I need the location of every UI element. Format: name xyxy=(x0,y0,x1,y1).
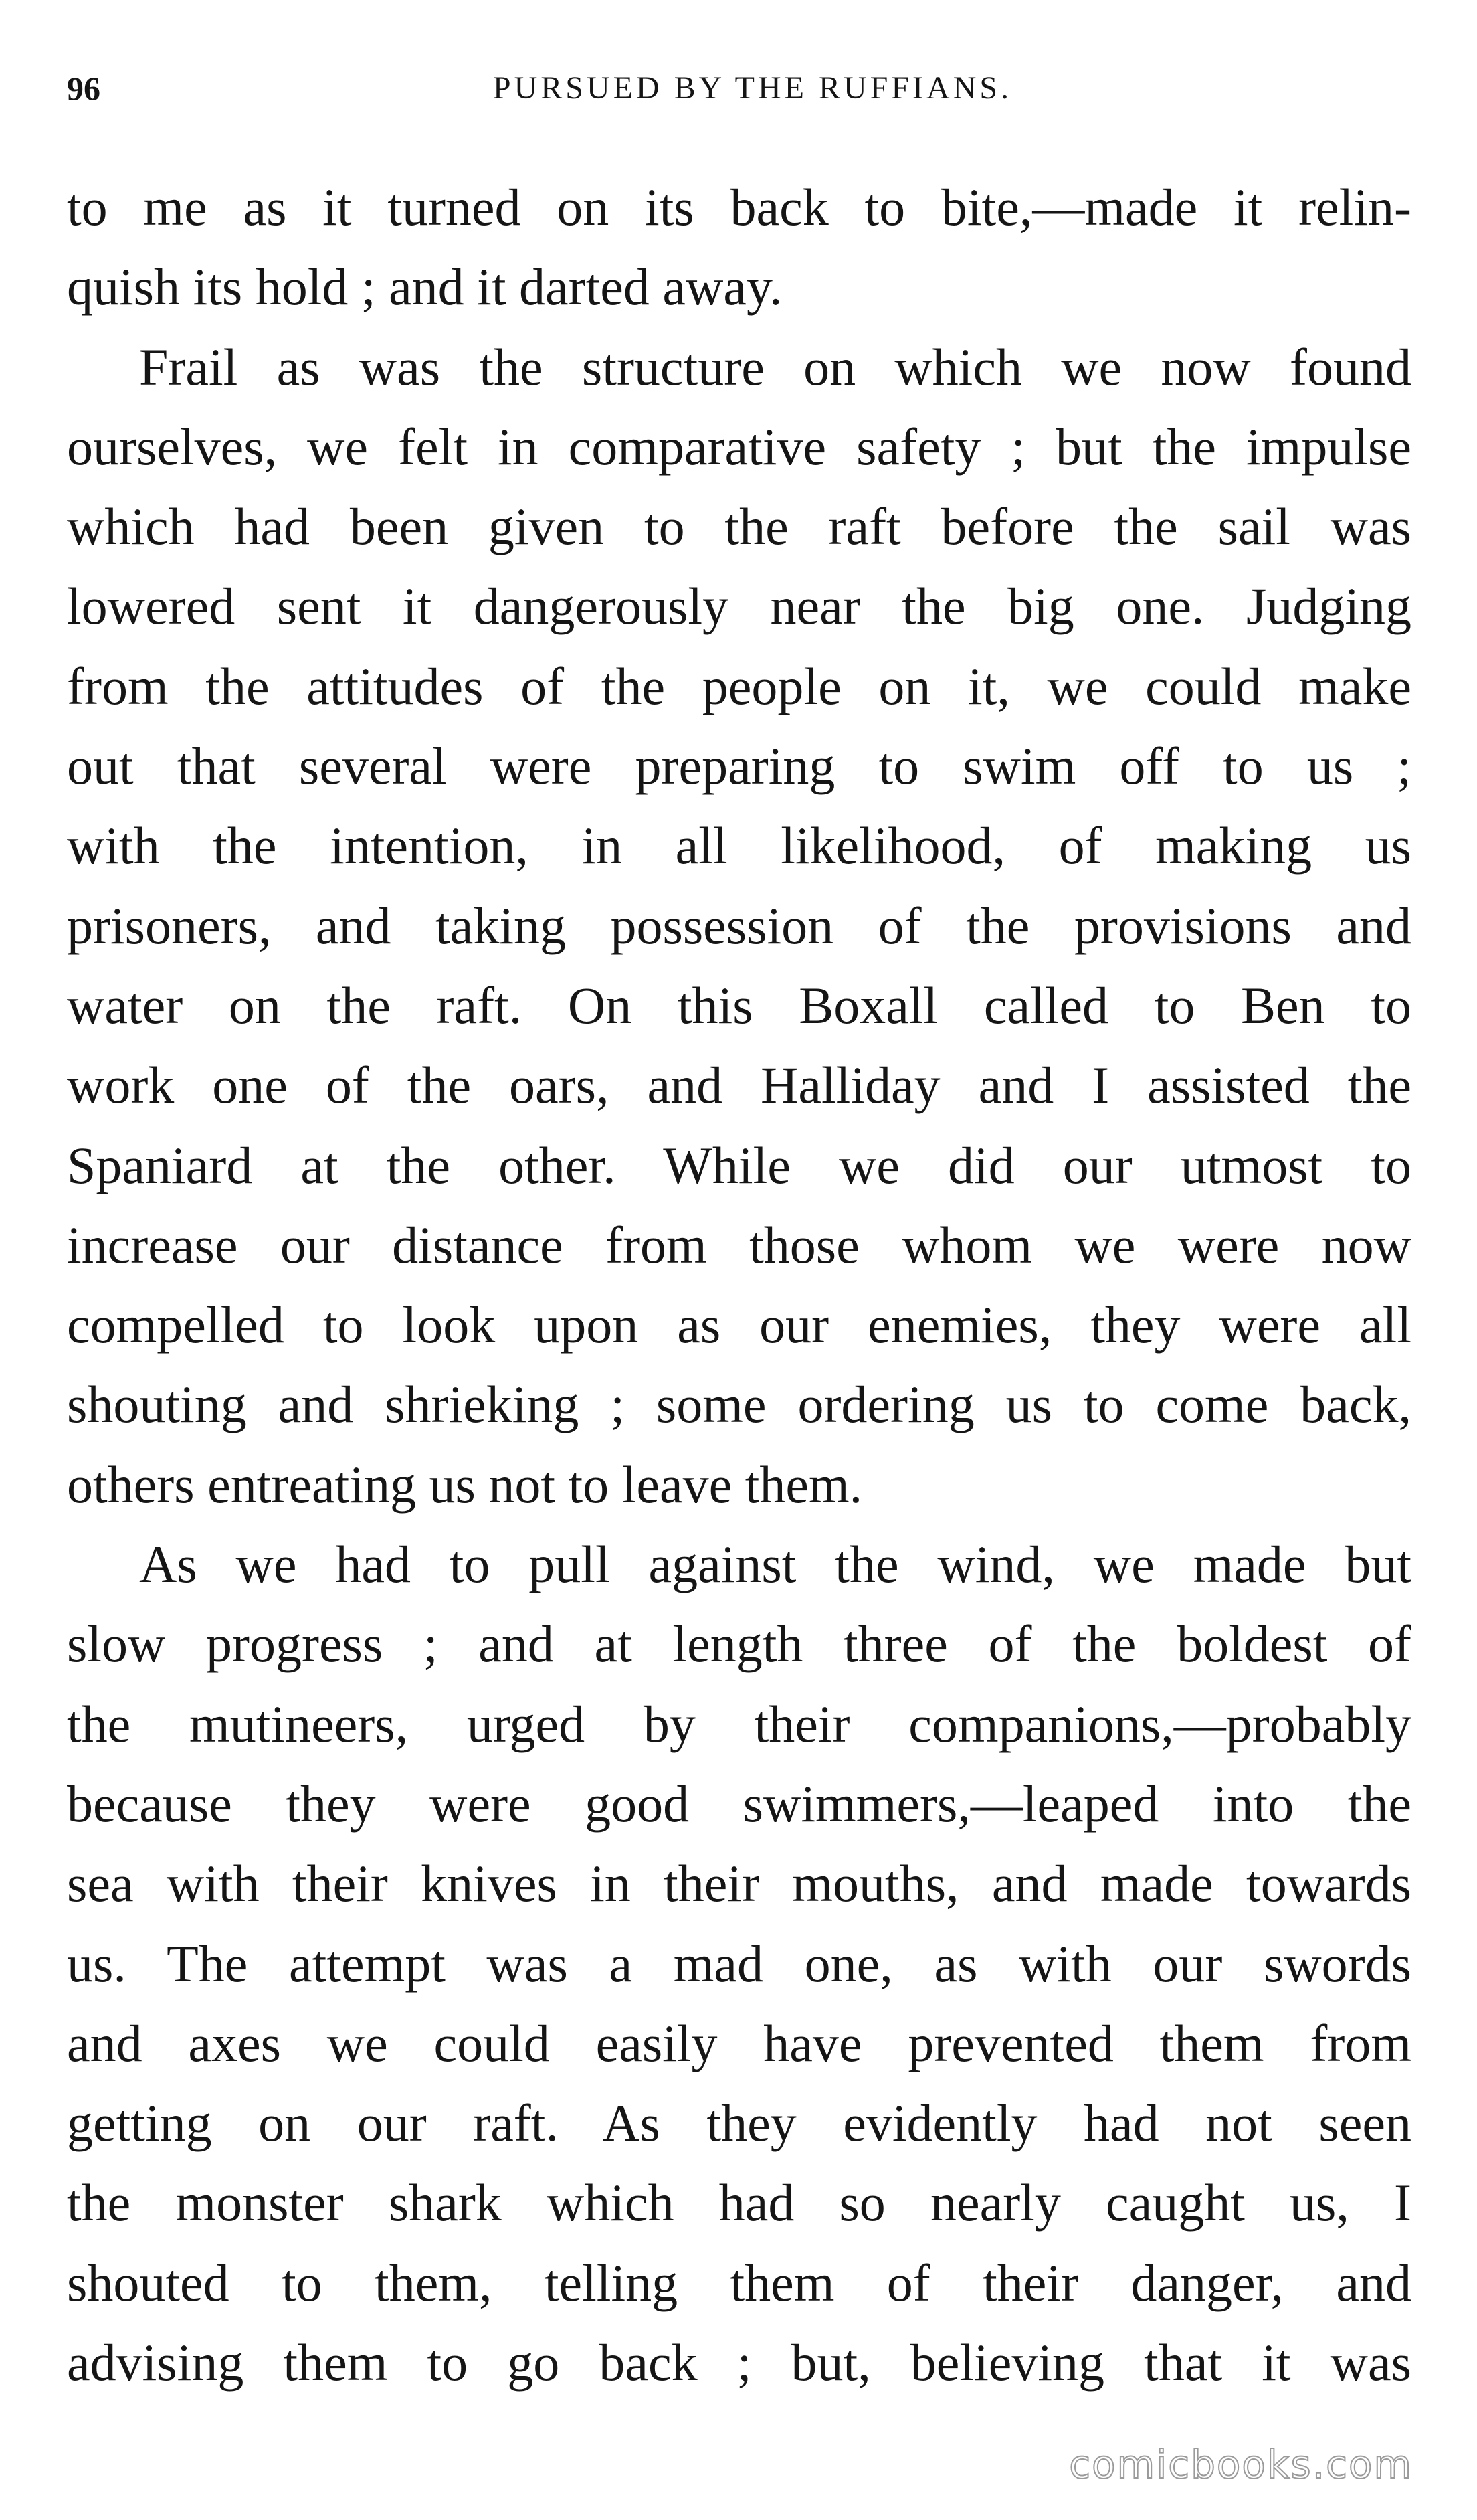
text-line: with the intention, in all likelihood, of making us xyxy=(67,816,1411,875)
text-line: which had been given to the raft before the sail was xyxy=(67,497,1411,556)
text-line: others entreating us not to leave them. xyxy=(67,1455,863,1514)
text-line: advising them to go back ; but, believing that it was xyxy=(67,2333,1411,2392)
text-line: Frail as was the structure on which we now found xyxy=(139,337,1411,396)
running-head xyxy=(67,62,1411,115)
text-line: Spaniard at the other. While we did our utmost to xyxy=(67,1136,1411,1194)
text-line: quish its hold ; and it darted away. xyxy=(67,258,783,317)
text-line: increase our distance from those whom we were now xyxy=(67,1215,1411,1274)
text-line: the mutineers, urged by their companions,—probably xyxy=(67,1694,1411,1753)
text-line: slow progress ; and at length three of the boldest of xyxy=(67,1615,1411,1674)
running-title: PURSUED BY THE RUFFIANS. xyxy=(492,70,1013,106)
text-line: lowered sent it dangerously near the big one. Judging xyxy=(67,577,1411,636)
text-line: getting on our raft. As they evidently had not seen xyxy=(67,2094,1411,2153)
text-line: water on the raft. On this Boxall called to Ben to xyxy=(67,976,1411,1034)
page-number: 96 xyxy=(67,70,100,107)
text-line: from the attitudes of the people on it, we could make xyxy=(67,656,1411,715)
text-line: us. The attempt was a mad one, as with our swords xyxy=(67,1934,1411,1993)
text-line: sea with their knives in their mouths, and made towards xyxy=(67,1854,1411,1913)
text-line: shouting and shrieking ; some ordering us to come back, xyxy=(67,1375,1411,1434)
text-line: ourselves, we felt in comparative safety ; but the impulse xyxy=(67,417,1411,476)
text-line: work one of the oars, and Halliday and I assisted the xyxy=(67,1056,1411,1115)
text-line: As we had to pull against the wind, we made but xyxy=(139,1535,1411,1594)
text-line: shouted to them, telling them of their danger, and xyxy=(67,2253,1411,2312)
text-line: prisoners, and taking possession of the provisions and xyxy=(67,896,1411,955)
text-line: the monster shark which had so nearly caught us, I xyxy=(67,2173,1411,2232)
text-line: out that several were preparing to swim off to us ; xyxy=(67,737,1411,796)
text-line: because they were good swimmers,—leaped into the xyxy=(67,1774,1411,1833)
body-text xyxy=(67,167,1411,2402)
text-line: compelled to look upon as our enemies, they were all xyxy=(67,1295,1411,1354)
text-line: and axes we could easily have prevented them from xyxy=(67,2013,1411,2072)
watermark: comicbooks.com xyxy=(1069,2442,1413,2487)
text-line: to me as it turned on its back to bite,—made it relin- xyxy=(67,178,1411,236)
